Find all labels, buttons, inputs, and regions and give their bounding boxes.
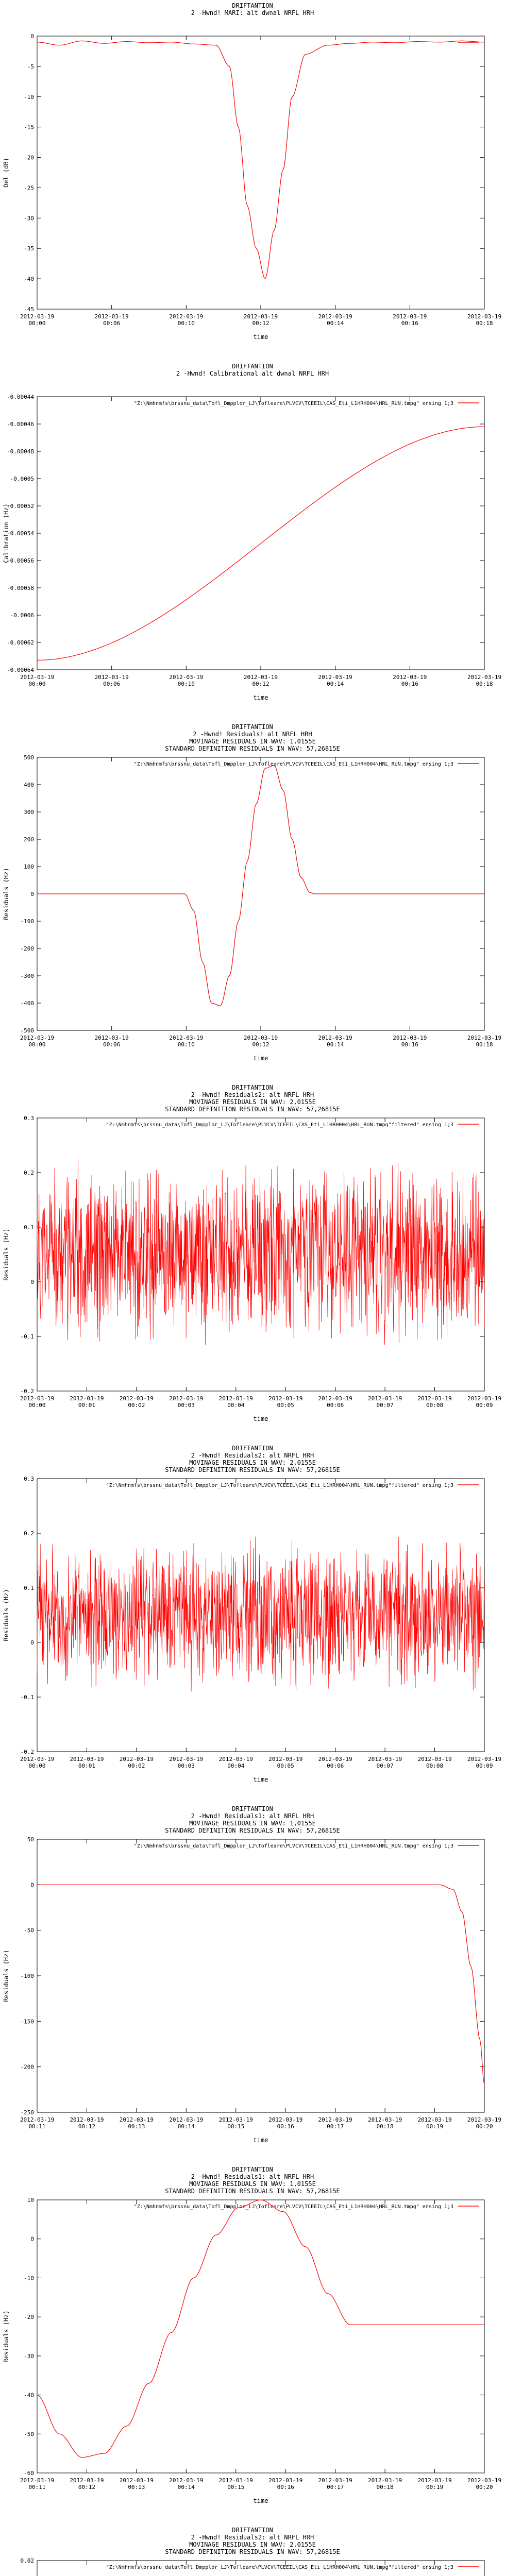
x-tick-label: 2012-03-19 00:06	[318, 1756, 352, 1769]
x-tick-label: 2012-03-19 00:03	[169, 1395, 204, 1409]
x-tick-label: 2012-03-19 00:19	[417, 2116, 452, 2130]
x-tick-label: 2012-03-19 00:01	[70, 1756, 104, 1769]
chart-svg	[0, 1803, 505, 2164]
chart-svg	[0, 1082, 505, 1443]
x-tick-label: 2012-03-19 00:09	[467, 1395, 502, 1409]
x-tick-label: 2012-03-19 00:15	[218, 2116, 253, 2130]
y-axis-label: Calibration (Hz)	[3, 503, 10, 563]
y-tick-label: -15	[24, 124, 34, 131]
x-tick-label: 2012-03-19 00:09	[467, 1756, 502, 1769]
y-tick-label: 0	[30, 1639, 34, 1646]
x-tick-label: 2012-03-19 00:14	[318, 674, 352, 687]
chart-title-line: DRIFTANTION	[232, 1445, 273, 1452]
chart-title-line: MOVINAGE RESIDUALS IN WAV: 1,0155E	[189, 738, 316, 745]
x-tick-label: 2012-03-19 00:18	[367, 2116, 402, 2130]
chart-title-line: DRIFTANTION	[232, 723, 273, 731]
series-line	[37, 427, 484, 660]
x-tick-label: 2012-03-19 00:16	[393, 674, 427, 687]
x-tick-label: 2012-03-19 00:12	[243, 1035, 278, 1048]
y-tick-label: 500	[24, 754, 34, 761]
y-axis-label: Residuals (Hz)	[3, 1228, 10, 1281]
y-tick-label: 10	[27, 2197, 34, 2204]
x-tick-label: 2012-03-19 00:20	[467, 2116, 502, 2130]
chart-title-line: 2 -Hwnd! Residuals2: alt NRFL HRH	[191, 1452, 314, 1459]
y-tick-label: 0.1	[24, 1585, 34, 1591]
chart-title-line: STANDARD DEFINITION RESIDUALS IN WAV: 57,26815E	[165, 1827, 340, 1834]
chart-title-line: MOVINAGE RESIDUALS IN WAV: 1,0155E	[189, 1820, 316, 1827]
y-tick-label: -20	[24, 2314, 34, 2321]
y-tick-label: -0.2	[20, 1388, 34, 1395]
chart-title-line: 2 -Hwnd! Residuals1: alt NRFL HRH	[191, 2173, 314, 2180]
x-tick-label: 2012-03-19 00:19	[417, 2477, 452, 2490]
chart-title-line: STANDARD DEFINITION RESIDUALS IN WAV: 57,26815E	[165, 1466, 340, 1473]
y-tick-label: 50	[27, 1836, 34, 1843]
chart-svg	[0, 0, 505, 361]
y-tick-label: -5	[27, 63, 34, 70]
series-line	[37, 1537, 484, 1692]
x-tick-label: 2012-03-19 00:16	[268, 2477, 303, 2490]
y-tick-label: -100	[20, 1973, 34, 1979]
chart-title-line: 2 -Hwnd! Calibrational alt dwnal NRFL HRH	[176, 370, 329, 377]
plot-frame	[37, 36, 484, 309]
y-tick-label: -0.00046	[7, 421, 34, 428]
x-tick-label: 2012-03-19 00:03	[169, 1756, 204, 1769]
chart-panel	[0, 1443, 505, 1803]
chart-title-line: 2 -Hwnd! Residuals2: alt NRFL HRH	[191, 1091, 314, 1098]
y-tick-label: 0	[30, 2235, 34, 2243]
x-tick-label: 2012-03-19 00:06	[318, 1395, 352, 1409]
x-tick-label: 2012-03-19 00:16	[393, 1035, 427, 1048]
legend-label: "Z:\Nmhnmfs\brssnu_data\Tofl_Dmpplor_LJ\Tofleare\PLVCV\TCEEIL\CAS_Eti_L1HRH004\HRL_RUN.tmpg" ensing 1;3	[133, 2204, 453, 2210]
chart-title-line: 2 -Hwnd! MARI: alt dwnal NRFL HRH	[191, 9, 314, 16]
y-tick-label: -0.00052	[7, 503, 34, 510]
chart-svg	[0, 2164, 505, 2524]
y-tick-label: 0	[30, 1279, 34, 1285]
y-tick-label: 300	[24, 809, 34, 816]
x-axis-label: time	[253, 1415, 268, 1422]
y-axis-label: Residuals (Hz)	[3, 2310, 10, 2363]
x-axis-label: time	[253, 1776, 268, 1783]
chart-title-line: 2 -Hwnd! Residuals2: alt NRFL HRH	[191, 2534, 314, 2541]
y-tick-label: -0.00064	[7, 667, 34, 673]
y-tick-label: -150	[20, 2018, 34, 2025]
y-axis-label: Del (dB)	[3, 158, 10, 188]
y-tick-label: -60	[24, 2470, 34, 2477]
chart-title-line: MOVINAGE RESIDUALS IN WAV: 2,0155E	[189, 1459, 316, 1466]
chart-title-line: STANDARD DEFINITION RESIDUALS IN WAV: 57,26815E	[165, 1106, 340, 1113]
x-tick-label: 2012-03-19 00:05	[268, 1756, 303, 1769]
x-tick-label: 2012-03-19 00:08	[417, 1395, 452, 1409]
x-tick-label: 2012-03-19 00:12	[70, 2477, 104, 2490]
legend-label: "Z:\Nmhnmfs\brssnu_data\Tofl_Dmpplor_LJ\Tofleare\PLVCV\TCEEIL\CAS_Eti_L1HRH004\HRL_RUN.tmpg"filtered" ensing 1;3	[106, 2565, 453, 2570]
x-tick-label: 2012-03-19 00:00	[20, 1035, 55, 1048]
x-tick-label: 2012-03-19 00:16	[393, 313, 427, 327]
y-tick-label: -0.1	[20, 1694, 34, 1701]
x-tick-label: 2012-03-19 00:15	[218, 2477, 253, 2490]
y-tick-label: 100	[24, 863, 34, 870]
chart-title-line: 2 -Hwnd! Residuals1: alt NRFL HRH	[191, 1812, 314, 1820]
y-tick-label: 0.2	[24, 1530, 34, 1537]
y-tick-label: -25	[24, 184, 34, 192]
x-tick-label: 2012-03-19 00:10	[169, 1035, 204, 1048]
x-tick-label: 2012-03-19 00:05	[268, 1395, 303, 1409]
y-tick-label: 0.2	[24, 1170, 34, 1176]
chart-title-line: STANDARD DEFINITION RESIDUALS IN WAV: 57,26815E	[165, 745, 340, 752]
y-axis-label: Residuals (Hz)	[3, 1950, 10, 2002]
y-tick-label: -0.2	[20, 1749, 34, 1755]
x-tick-label: 2012-03-19 00:18	[367, 2477, 402, 2490]
y-tick-label: -100	[20, 918, 34, 925]
chart-title-line: MOVINAGE RESIDUALS IN WAV: 2,0155E	[189, 2541, 316, 2548]
x-axis-label: time	[253, 2137, 268, 2144]
x-tick-label: 2012-03-19 00:01	[70, 1395, 104, 1409]
x-tick-label: 2012-03-19 00:04	[218, 1756, 253, 1769]
y-tick-label: 0.3	[24, 1476, 34, 1482]
x-tick-label: 2012-03-19 00:07	[367, 1395, 402, 1409]
y-tick-label: 0	[30, 891, 34, 897]
y-tick-label: -0.1	[20, 1333, 34, 1340]
y-tick-label: -20	[24, 154, 34, 161]
y-tick-label: -500	[20, 1027, 34, 1034]
chart-panel	[0, 0, 505, 361]
y-tick-label: -50	[24, 1927, 34, 1934]
y-tick-label: -0.00062	[7, 639, 34, 646]
chart-panel	[0, 1082, 505, 1443]
chart-svg	[0, 721, 505, 1082]
x-tick-label: 2012-03-19 00:14	[169, 2116, 204, 2130]
legend-label: "Z:\Nmhnmfs\brssnu_data\Tofl_Dmpplor_LJ\Tofleare\PLVCV\TCEEIL\CAS_Eti_L1HRH004\HRL_RUN.tmpg"filtered" ensing 1;3	[106, 1483, 453, 1488]
x-tick-label: 2012-03-19 00:20	[467, 2477, 502, 2490]
y-tick-label: 400	[24, 782, 34, 788]
x-axis-label: time	[253, 2497, 268, 2504]
y-tick-label: -0.00058	[7, 585, 34, 591]
y-axis-label: Residuals (Hz)	[3, 868, 10, 920]
x-tick-label: 2012-03-19 00:13	[119, 2116, 154, 2130]
x-axis-label: time	[253, 1055, 268, 1062]
series-line	[37, 41, 484, 279]
plot-frame	[37, 397, 484, 670]
chart-panel	[0, 2524, 505, 2576]
x-tick-label: 2012-03-19 00:16	[268, 2116, 303, 2130]
x-tick-label: 2012-03-19 00:02	[119, 1395, 154, 1409]
y-tick-label: -35	[24, 245, 34, 252]
chart-panel	[0, 2164, 505, 2524]
x-tick-label: 2012-03-19 00:07	[367, 1756, 402, 1769]
y-tick-label: -0.0006	[10, 612, 34, 619]
y-tick-label: -30	[24, 215, 34, 222]
chart-title-line: DRIFTANTION	[232, 1084, 273, 1091]
chart-svg	[0, 361, 505, 721]
x-tick-label: 2012-03-19 00:11	[20, 2477, 55, 2490]
x-tick-label: 2012-03-19 00:10	[169, 313, 204, 327]
chart-title-line: DRIFTANTION	[232, 2166, 273, 2173]
x-tick-label: 2012-03-19 00:00	[20, 1756, 55, 1769]
x-tick-label: 2012-03-19 00:13	[119, 2477, 154, 2490]
chart-svg	[0, 1443, 505, 1803]
x-axis-label: time	[253, 333, 268, 341]
x-tick-label: 2012-03-19 00:17	[318, 2116, 352, 2130]
y-tick-label: -400	[20, 1000, 34, 1007]
chart-title-line: DRIFTANTION	[232, 2, 273, 9]
x-tick-label: 2012-03-19 00:12	[243, 313, 278, 327]
x-tick-label: 2012-03-19 00:14	[318, 1035, 352, 1048]
legend-label: "Z:\Nmhnmfs\brssnu_data\Tofl_Dmpplor_LJ\Tofleare\PLVCV\TCEEIL\CAS_Eti_L1HRH004\HRL_RUN.tmpg"filtered" ensing 1;3	[106, 1122, 453, 1128]
chart-title-line: MOVINAGE RESIDUALS IN WAV: 1,0155E	[189, 2180, 316, 2188]
y-tick-label: 0.3	[24, 1115, 34, 1122]
chart-panel	[0, 361, 505, 721]
y-tick-label: -200	[20, 945, 34, 952]
x-tick-label: 2012-03-19 00:00	[20, 674, 55, 687]
x-tick-label: 2012-03-19 00:18	[467, 674, 502, 687]
y-tick-label: 0	[30, 1882, 34, 1889]
plot-frame	[37, 2200, 484, 2473]
x-tick-label: 2012-03-19 00:06	[94, 674, 129, 687]
chart-panel	[0, 1803, 505, 2164]
legend-label: "Z:\Nmhnmfs\brssnu_data\Tofl_Dmpplor_LJ\Tofleare\PLVCV\TCEEIL\CAS_Eti_L1HRH004\HRL_RUN.tmpg" ensing 1;3	[133, 401, 453, 406]
chart-title-line: DRIFTANTION	[232, 1805, 273, 1812]
y-tick-label: -50	[24, 2431, 34, 2438]
y-tick-label: -200	[20, 2063, 34, 2071]
chart-title-line: 2 -Hwnd! Residuals! alt NRFL HRH	[193, 731, 312, 738]
chart-title-line: STANDARD DEFINITION RESIDUALS IN WAV: 57,26815E	[165, 2548, 340, 2555]
y-tick-label: 0.02	[20, 2557, 34, 2564]
y-tick-label: -40	[24, 2392, 34, 2399]
legend-label: "Z:\Nmhnmfs\brssnu_data\Tofl_Dmpplor_LJ\Tofleare\PLVCV\TCEEIL\CAS_Eti_L1HRH004\HRL_RUN.tmpg" ensing 1;3	[133, 761, 453, 767]
series-line	[37, 1160, 484, 1345]
chart-panel	[0, 721, 505, 1082]
y-tick-label: -30	[24, 2352, 34, 2360]
y-tick-label: -40	[24, 276, 34, 283]
chart-svg	[0, 2524, 505, 2576]
series-line	[37, 1885, 484, 2085]
x-tick-label: 2012-03-19 00:12	[243, 674, 278, 687]
x-tick-label: 2012-03-19 00:14	[169, 2477, 204, 2490]
y-tick-label: -0.00056	[7, 557, 34, 564]
x-tick-label: 2012-03-19 00:12	[70, 2116, 104, 2130]
series-line	[37, 766, 484, 1006]
x-tick-label: 2012-03-19 00:04	[218, 1395, 253, 1409]
chart-title-line: DRIFTANTION	[232, 2527, 273, 2534]
x-tick-label: 2012-03-19 00:11	[20, 2116, 55, 2130]
y-tick-label: -250	[20, 2109, 34, 2116]
x-axis-label: time	[253, 694, 268, 701]
x-tick-label: 2012-03-19 00:18	[467, 1035, 502, 1048]
x-tick-label: 2012-03-19 00:00	[20, 1395, 55, 1409]
y-tick-label: -10	[24, 2275, 34, 2282]
y-tick-label: -300	[20, 973, 34, 979]
y-tick-label: 0	[30, 33, 34, 40]
x-tick-label: 2012-03-19 00:18	[467, 313, 502, 327]
plot-frame	[37, 1839, 484, 2112]
series-line	[37, 2200, 484, 2458]
x-tick-label: 2012-03-19 00:02	[119, 1756, 154, 1769]
chart-title-line: DRIFTANTION	[232, 363, 273, 370]
x-tick-label: 2012-03-19 00:17	[318, 2477, 352, 2490]
x-tick-label: 2012-03-19 00:06	[94, 313, 129, 327]
y-tick-label: -0.00044	[7, 394, 34, 400]
x-tick-label: 2012-03-19 00:08	[417, 1756, 452, 1769]
y-tick-label: -0.00054	[7, 530, 34, 537]
y-tick-label: -45	[24, 306, 34, 313]
y-tick-label: 200	[24, 836, 34, 843]
x-tick-label: 2012-03-19 00:00	[20, 313, 55, 327]
y-tick-label: 0.1	[24, 1224, 34, 1231]
legend-label: "Z:\Nmhnmfs\brssnu_data\Tofl_Dmpplor_LJ\Tofleare\PLVCV\TCEEIL\CAS_Eti_L1HRH004\HRL_RUN.tmpg" ensing 1;3	[133, 1843, 453, 1849]
y-tick-label: -0.0005	[10, 476, 34, 482]
y-axis-label: Residuals (Hz)	[3, 1589, 10, 1641]
y-tick-label: -0.00048	[7, 448, 34, 455]
x-tick-label: 2012-03-19 00:10	[169, 674, 204, 687]
x-tick-label: 2012-03-19 00:14	[318, 313, 352, 327]
x-tick-label: 2012-03-19 00:06	[94, 1035, 129, 1048]
y-tick-label: -10	[24, 93, 34, 100]
chart-title-line: MOVINAGE RESIDUALS IN WAV: 2,0155E	[189, 1098, 316, 1106]
chart-title-line: STANDARD DEFINITION RESIDUALS IN WAV: 57,26815E	[165, 2188, 340, 2195]
